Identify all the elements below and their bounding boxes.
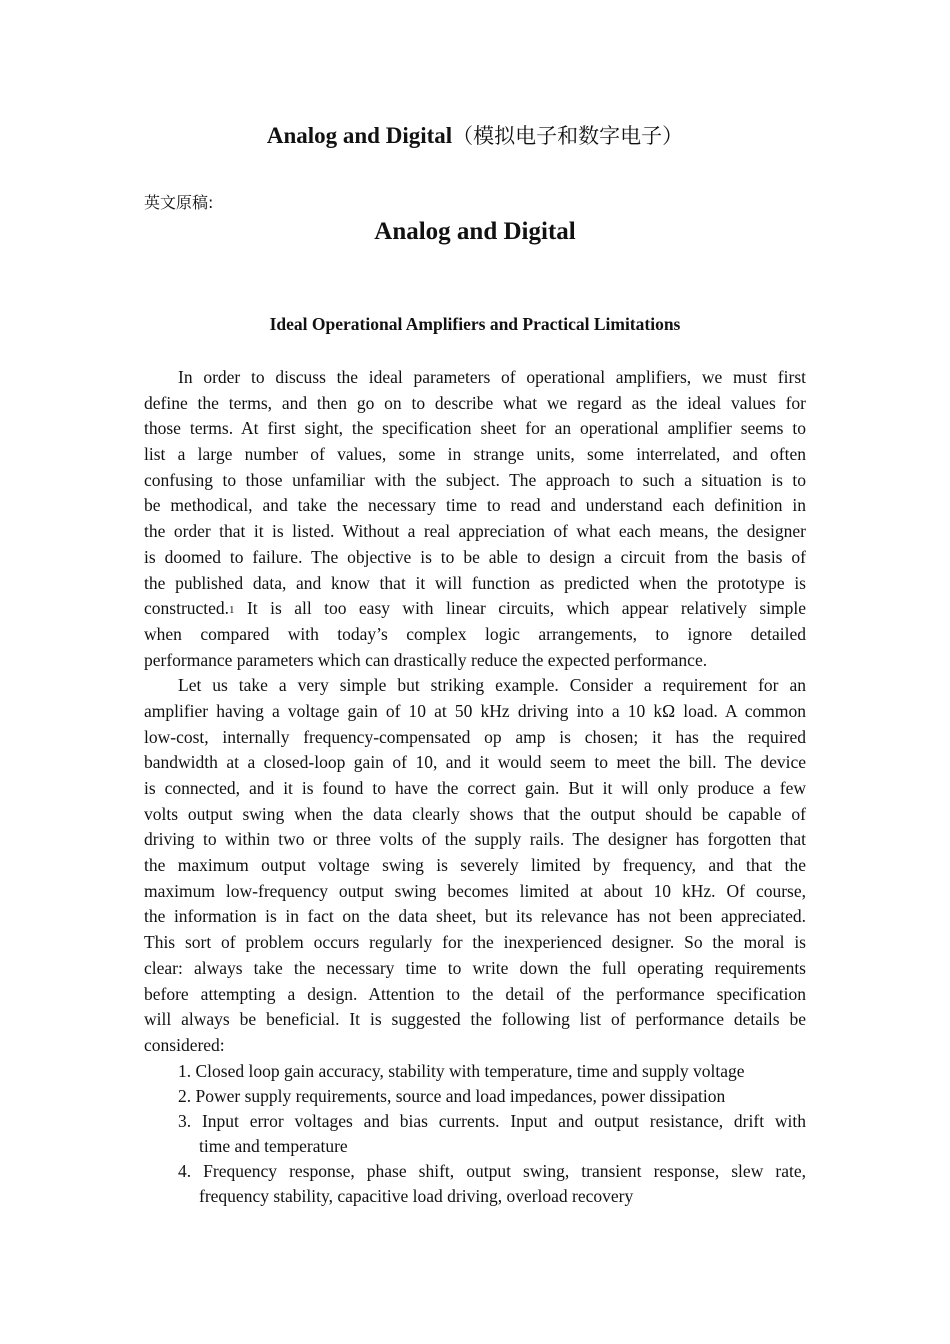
list-item [144,1084,806,1109]
paragraph-line: Let us take a very simple but striking example. Consider a requirement for an [178,675,806,696]
list-item [144,1159,806,1209]
list-item-line: 4. Frequency response, phase shift, output swing, transient response, slew rate, [178,1160,806,1181]
title-chinese: （模拟电子和数字电子） [452,124,684,148]
list-item [144,1059,806,1084]
original-text-label: 英文原稿: [144,193,214,212]
paragraph-line: the information is in fact on the data sheet, but its relevance has not been appreciated. [144,906,806,927]
paragraph-line: performance parameters which can drastically reduce the expected performance. [144,649,708,670]
document-title [0,120,950,150]
title-english: Analog and Digital [266,123,453,148]
paragraph-line: This sort of problem occurs regularly for the inexperienced designer. So the moral is [144,932,806,953]
paragraph-line: maximum low-frequency output swing becomes limited at about 10 kHz. Of course, [144,880,806,901]
paragraph-line: considered: [144,1034,225,1055]
paragraph-line: is doomed to failure. The objective is to be able to design a circuit from the basis of [144,546,806,567]
body-text [144,365,806,1209]
list-item-line: 2. Power supply requirements, source and load impedances, power dissipation [178,1085,726,1106]
paragraph-line: the maximum output voltage swing is severely limited by frequency, and that the [144,855,806,876]
section-heading: Ideal Operational Amplifiers and Practical Limitations [269,314,681,334]
paragraph-line: confusing to those unfamiliar with the subject. The approach to such a situation is to [144,469,806,490]
list-item-line: 3. Input error voltages and bias currents. Input and output resistance, drift with [178,1110,806,1131]
paragraph-line: the published data, and know that it will function as predicted when the prototype is [144,572,806,593]
list-item-line: 1. Closed loop gain accuracy, stability with temperature, time and supply voltage [178,1060,745,1081]
paragraph-line: clear: always take the necessary time to write down the full operating requirements [144,957,806,978]
paragraph-line: is connected, and it is found to have the correct gain. But it will only produce a few [144,778,806,798]
paragraph-line: constructed.1 It is all too easy with linear circuits, which appear relatively simple [144,598,806,619]
paragraph-line: volts output swing when the data clearly shows that the output should be capable of [144,803,806,824]
paragraph-line: the order that it is listed. Without a real appreciation of what each means, the designer [144,521,806,542]
list-item-line: frequency stability, capacitive load driving, overload recovery [199,1185,634,1206]
paragraph-line: those terms. At first sight, the specification sheet for an operational amplifier seems to [144,418,806,439]
paragraph-line: will always be beneficial. It is suggested the following list of performance details be [144,1009,806,1030]
paragraph-line: In order to discuss the ideal parameters of operational amplifiers, we must first [178,367,806,387]
paragraph-line: when compared with today’s complex logic arrangements, to ignore detailed [144,623,806,644]
paragraph-line: low-cost, internally frequency-compensated op amp is chosen; it has the required [144,726,806,747]
list-item [144,1109,806,1159]
footnote-marker[interactable]: 1 [229,604,235,617]
paragraph-line: list a large number of values, some in strange units, some interrelated, and often [144,444,806,465]
paragraph-line: bandwidth at a closed-loop gain of 10, and it would seem to meet the bill. The device [144,752,806,773]
list-item-line: time and temperature [199,1135,348,1156]
paragraph-line: driving to within two or three volts of the supply rails. The designer has forgotten that [144,829,806,850]
paragraph-line: amplifier having a voltage gain of 10 at 50 kHz driving into a 10 kΩ load. A common [144,700,806,721]
paragraph-line: before attempting a design. Attention to the detail of the performance specification [144,983,806,1004]
article-title: Analog and Digital [374,218,576,245]
paragraph-line: be methodical, and take the necessary time to read and understand each definition in [144,495,806,516]
paragraph-line: define the terms, and then go on to describe what we regard as the ideal values for [144,392,806,413]
